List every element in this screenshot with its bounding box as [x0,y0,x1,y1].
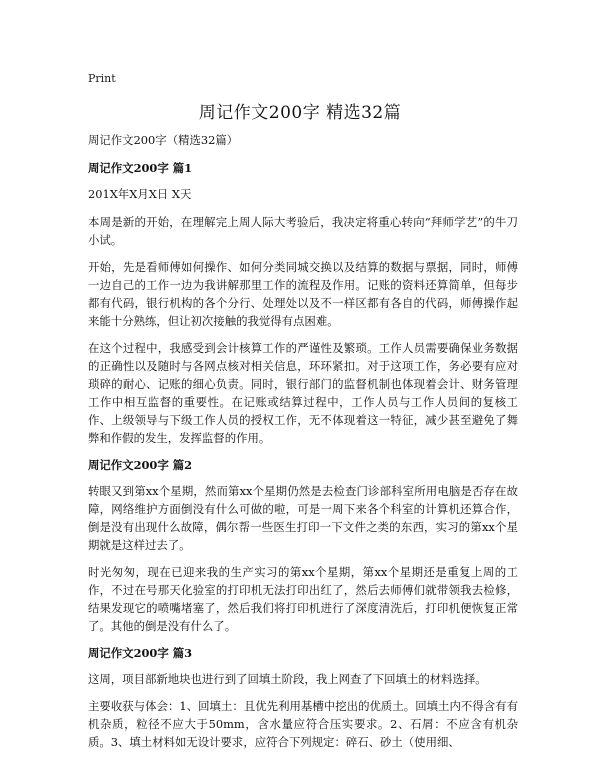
date-line: 201X年X月X日 X天 [88,187,192,201]
section-heading: 周记作文200字 篇3 [88,646,193,660]
paragraph: 时光匆匆，现在已迎来我的生产实习的第xx个星期，第xx个星期还是重复上周的工作，不过在号那天化验室的打印机无法打印出红了，然后去师傅们就带领我去检修，结果发现它的喷嘴堵塞了，然后我们将打印机进行了深度清洗后，打印机便恢复正常了。其他的倒是没有什么了。 [88,565,518,633]
section-heading: 周记作文200字 篇1 [88,161,193,175]
section-2 [88,456,518,635]
paragraph: 本周是新的开始，在理解完上周人际大考验后，我决定将重心转向“拜师学艺”的牛刀小试。 [88,215,518,247]
section-3 [88,644,518,751]
section-heading: 周记作文200字 篇2 [88,458,193,472]
paragraph: 主要收获与体会：1、回填土：且优先利用基槽中挖出的优质土。回填土内不得含有有机杂质，粒径不应大于50mm，含水量应符合压实要求。2、石屑：不应含有机杂质。3、填土材料如无设计要求，应符合下列规定：碎石、砂土（使用细、 [88,699,518,749]
paragraph: 这周，项目部新地块也进行到了回填土阶段，我上网查了下回填土的材料选择。 [88,672,487,686]
paragraph: 转眼又到第xx个星期，然而第xx个星期仍然是去检查门诊部科室所用电脑是否存在故障，网络维护方面倒没有什么可做的啦，可是一周下来各个科室的计算机还算合作，倒是没有出现什么故障，偶尔帮一些医生打印一下文件之类的东西，实习的第xx个星期就是这样过去了。 [88,484,518,552]
document-subtitle: 周记作文200字（精选32篇） [88,133,239,147]
section-1 [88,159,518,447]
paragraph: 在这个过程中，我感受到会计核算工作的严谨性及繁琐。工作人员需要确保业务数据的正确性以及随时与各网点核对相关信息，环环紧扣。对于这项工作，务必要有应对琐碎的耐心、记账的细心负责。同时，银行部门的监督机制也体现着会计、财务管理工作中相互监督的重要性。在记账或结算过程中，工作人员与工作人员间的复核工作、上级领导与下级工作人员的授权工作，无不体现着这一特征，减少甚至避免了舞弊和作假的发生，发挥监督的作用。 [88,341,518,445]
document-body [88,131,518,760]
print-label[interactable]: Print [88,72,116,85]
document-title: 周记作文200字 精选32篇 [198,103,402,123]
paragraph: 开始，先是看师傅如何操作、如何分类同城交换以及结算的数据与票据，同时，师傅一边自己的工作一边为我讲解那里工作的流程及作用。记账的资料还算简单，但每步都有代码，银行机构的各个分行、处理处以及不一样区都有各自的代码，师傅操作起来能十分熟练，但让初次接触的我觉得有点困难。 [88,260,518,328]
